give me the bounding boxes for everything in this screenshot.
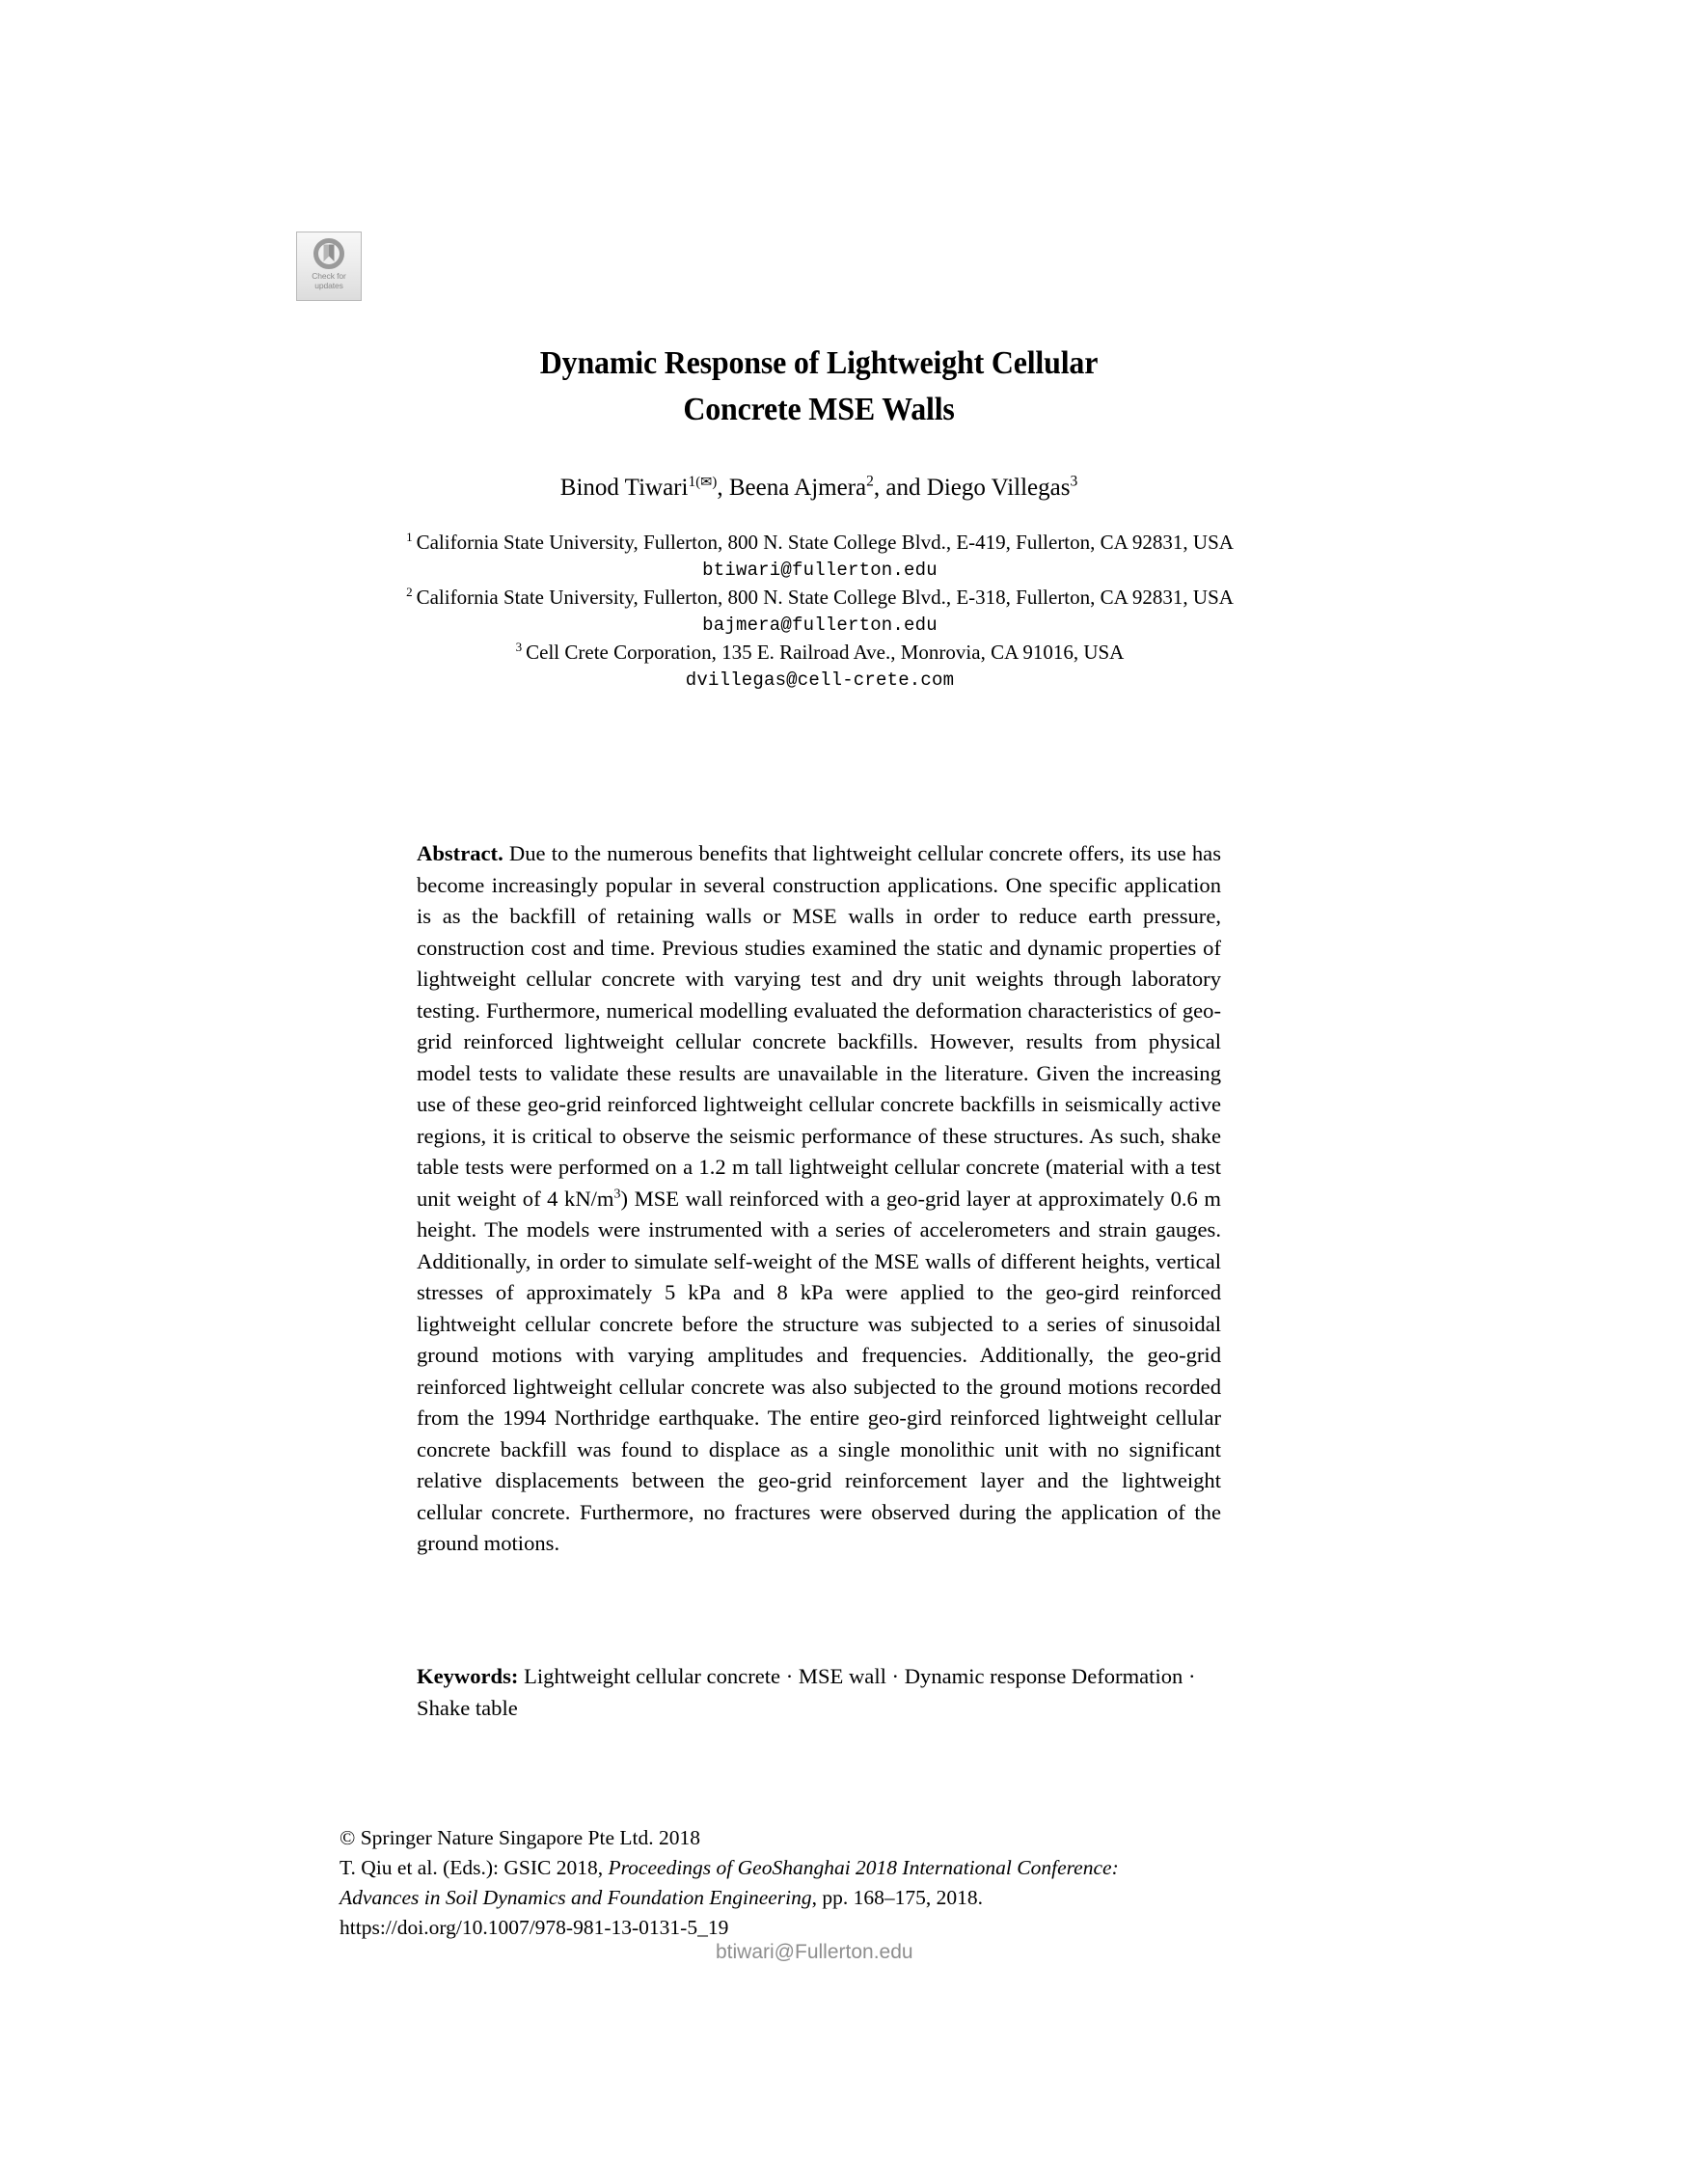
keywords-text: Lightweight cellular concrete · MSE wall · Dynamic response Deformation · Shake table bbox=[417, 1664, 1196, 1720]
title-line-2: Concrete MSE Walls bbox=[683, 391, 955, 427]
affiliation-email-2[interactable]: bajmera@fullerton.edu bbox=[702, 614, 938, 636]
author-name-2: Beena Ajmera bbox=[728, 475, 867, 501]
author-name-1: Binod Tiwari bbox=[559, 475, 689, 501]
affiliation-1 bbox=[386, 529, 1254, 557]
corresponding-author-envelope-icon: (✉) bbox=[695, 474, 718, 490]
copyright-footer bbox=[340, 1823, 1237, 1943]
proceedings-pages: , pp. 168–175, 2018. bbox=[811, 1886, 984, 1909]
affiliation-text-1: California State University, Fullerton, 800 N. State College Blvd., E-419, Fullerton, CA 92831, USA bbox=[416, 531, 1234, 554]
affiliation-marker-1: 1 bbox=[406, 530, 413, 544]
author-separator-1: , bbox=[717, 475, 729, 501]
doi-link[interactable]: https://doi.org/10.1007/978-981-13-0131-5_19 bbox=[340, 1916, 729, 1939]
author-affil-marker-2: 2 bbox=[866, 473, 874, 490]
author-affil-marker-1 bbox=[688, 474, 717, 490]
watermark-email: btiwari@Fullerton.edu bbox=[716, 1941, 913, 1963]
affiliation-2 bbox=[386, 584, 1254, 612]
author-separator-2: , and bbox=[873, 475, 927, 501]
page-title bbox=[441, 341, 1197, 433]
check-for-updates-badge[interactable] bbox=[296, 232, 362, 301]
abstract-superscript-cubic: 3 bbox=[613, 1186, 621, 1201]
title-line-1: Dynamic Response of Lightweight Cellular bbox=[539, 344, 1099, 381]
check-for-updates-icon bbox=[313, 237, 345, 270]
abstract-section bbox=[417, 838, 1221, 1560]
proceedings-title-part-2: Advances in Soil Dynamics and Foundation Engineering bbox=[340, 1886, 812, 1909]
keywords-section bbox=[417, 1661, 1221, 1724]
badge-label-line2: updates bbox=[314, 280, 343, 290]
abstract-text-part-1: Due to the numerous benefits that lightweight cellular concrete offers, its use has become increasingly popular in several construction applications. One specific application is as the backfill of retaining walls or MSE walls in order to reduce earth pressure, construction cost and time. Previous studies examined the static and dynamic properties of lightweight cellular concrete with varying test and dry unit weights through laboratory testing. Furthermore, numerical modelling evaluated the deformation characteristics of geo-grid reinforced lightweight cellular concrete backfills. However, results from physical model tests to validate these results are unavailable in the literature. Given the increasing use of these geo-grid reinforced lightweight cellular concrete backfills in seismically active regions, it is critical to observe the seismic performance of these structures. As such, shake table tests were performed on a 1.2 m tall lightweight cellular concrete (material with a test unit weight of 4 kN/m bbox=[417, 841, 1221, 1211]
affiliation-3 bbox=[386, 639, 1254, 667]
affiliation-block bbox=[386, 529, 1254, 694]
affiliation-text-3: Cell Crete Corporation, 135 E. Railroad Ave., Monrovia, CA 91016, USA bbox=[526, 641, 1125, 664]
affiliation-marker-2: 2 bbox=[406, 585, 413, 599]
author-sup-1: 1 bbox=[688, 473, 696, 490]
affiliation-text-2: California State University, Fullerton, 800 N. State College Blvd., E-318, Fullerton, CA 92831, USA bbox=[416, 586, 1234, 609]
author-name-3: Diego Villegas bbox=[926, 475, 1071, 501]
proceedings-title-part-1: Proceedings of GeoShanghai 2018 International Conference: bbox=[608, 1856, 1119, 1879]
abstract-text-part-2: ) MSE wall reinforced with a geo-grid layer at approximately 0.6 m height. The models were instrumented with a series of accelerometers and strain gauges. Additionally, in order to simulate self-weight of the MSE walls of different heights, vertical stresses of approximately 5 kPa and 8 kPa were applied to the geo-gird reinforced lightweight cellular concrete before the structure was subjected to a series of sinusoidal ground motions with varying amplitudes and frequencies. Additionally, the geo-grid reinforced lightweight cellular concrete was also subjected to the ground motions recorded from the 1994 Northridge earthquake. The entire geo-gird reinforced lightweight cellular concrete backfill was found to displace as a single monolithic unit with no significant relative displacements between the geo-grid reinforcement layer and the lightweight cellular concrete. Furthermore, no fractures were observed during the application of the ground motions. bbox=[417, 1186, 1221, 1555]
author-affil-marker-3: 3 bbox=[1070, 473, 1078, 490]
affiliation-marker-3: 3 bbox=[515, 640, 523, 654]
affiliation-email-3[interactable]: dvillegas@cell-crete.com bbox=[685, 669, 955, 691]
check-for-updates-label bbox=[312, 272, 345, 290]
editors-prefix: T. Qiu et al. (Eds.): GSIC 2018, bbox=[340, 1856, 609, 1879]
proceedings-line-1 bbox=[340, 1853, 1237, 1883]
copyright-line: © Springer Nature Singapore Pte Ltd. 2018 bbox=[340, 1826, 701, 1849]
abstract-label: Abstract. bbox=[417, 841, 503, 865]
proceedings-line-2 bbox=[340, 1883, 1237, 1913]
badge-label-line1: Check for bbox=[312, 271, 346, 281]
keywords-label: Keywords: bbox=[417, 1664, 519, 1688]
author-list bbox=[417, 473, 1221, 504]
affiliation-email-1[interactable]: btiwari@fullerton.edu bbox=[702, 559, 938, 581]
